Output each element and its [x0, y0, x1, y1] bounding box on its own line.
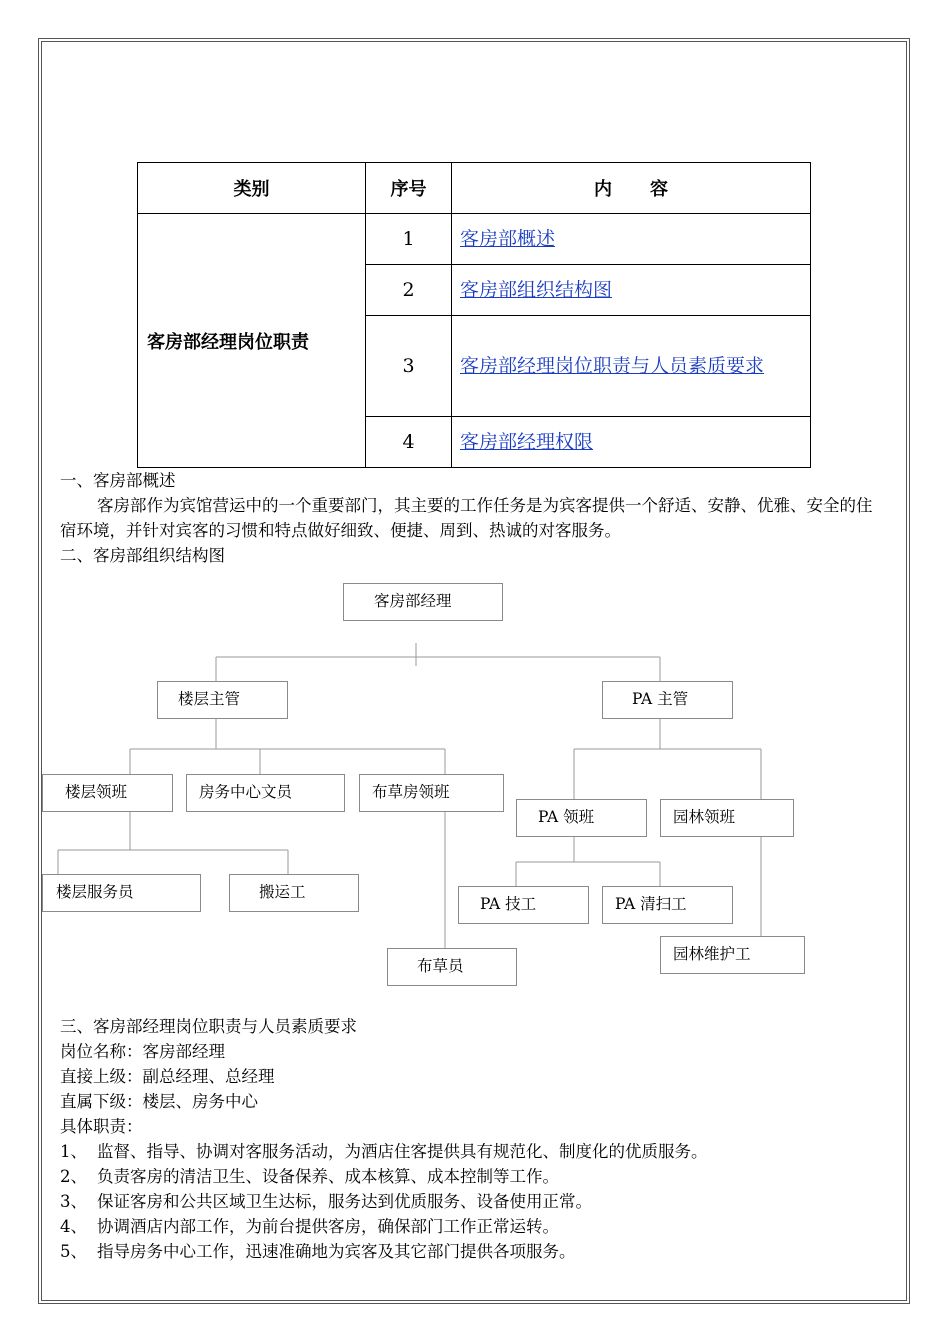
- category-cell: 客房部经理岗位职责: [138, 214, 366, 468]
- link-org-chart[interactable]: 客房部组织结构图: [460, 279, 613, 301]
- row-content-1: [452, 214, 811, 265]
- org-floor-supervisor: 楼层主管: [157, 681, 288, 719]
- org-manager: 客房部经理: [343, 583, 503, 621]
- org-pa-cleaner: PA 清扫工: [602, 886, 733, 924]
- duty-text: 监督、指导、协调对客服务活动，为酒店住客提供具有规范化、制度化的优质服务。: [97, 1142, 708, 1161]
- duties-title: 具体职责：: [60, 1117, 143, 1136]
- org-porter: 搬运工: [229, 874, 359, 912]
- link-overview[interactable]: 客房部概述: [460, 228, 556, 250]
- header-category: 类别: [138, 163, 366, 214]
- org-linen-leader: 布草房领班: [359, 774, 504, 812]
- org-garden-leader: 园林领班: [660, 799, 794, 837]
- duty-number: 4、: [60, 1217, 87, 1236]
- direct-subordinate: 直属下级：楼层、房务中心: [60, 1092, 258, 1111]
- org-floor-attendant: 楼层服务员: [42, 874, 201, 912]
- row-number-4: 4: [366, 417, 452, 468]
- position-name: 岗位名称：客房部经理: [60, 1042, 225, 1061]
- duty-item-5: [60, 1239, 576, 1264]
- duty-text: 负责客房的清洁卫生、设备保养、成本核算、成本控制等工作。: [97, 1167, 559, 1186]
- row-content-3: [452, 316, 811, 417]
- duty-text: 保证客房和公共区域卫生达标，服务达到优质服务、设备使用正常。: [97, 1192, 592, 1211]
- duty-number: 3、: [60, 1192, 87, 1211]
- section1-heading: 一、客房部概述: [60, 471, 176, 490]
- org-pa-leader: PA 领班: [516, 799, 647, 837]
- header-content-a: 内: [594, 179, 612, 200]
- org-garden-maintenance: 园林维护工: [660, 936, 805, 974]
- row-number-2: 2: [366, 265, 452, 316]
- section3-heading: 三、客房部经理岗位职责与人员素质要求: [60, 1017, 357, 1036]
- duty-number: 5、: [60, 1242, 87, 1261]
- duty-item-2: [60, 1164, 559, 1189]
- duty-text: 协调酒店内部工作，为前台提供客房，确保部门工作正常运转。: [97, 1217, 559, 1236]
- duty-number: 2、: [60, 1167, 87, 1186]
- org-floor-leader: 楼层领班: [42, 774, 173, 812]
- duty-item-1: [60, 1139, 708, 1164]
- row-number-1: 1: [366, 214, 452, 265]
- section1-body: 客房部作为宾馆营运中的一个重要部门，其主要的工作任务是为宾客提供一个舒适、安静、优雅、安全的住宿环境，并针对宾客的习惯和特点做好细致、便捷、周到、热诚的对客服务。: [60, 496, 873, 540]
- contents-table: [137, 162, 811, 468]
- org-pa-supervisor: PA 主管: [602, 681, 733, 719]
- direct-superior: 直接上级：副总经理、总经理: [60, 1067, 275, 1086]
- row-content-4: [452, 417, 811, 468]
- duty-number: 1、: [60, 1142, 87, 1161]
- header-number: 序号: [366, 163, 452, 214]
- link-responsibilities[interactable]: 客房部经理岗位职责与人员素质要求: [460, 355, 765, 377]
- duty-item-4: [60, 1214, 559, 1239]
- org-linen-attendant: 布草员: [387, 948, 517, 986]
- org-pa-technician: PA 技工: [458, 886, 589, 924]
- section2-heading: 二、客房部组织结构图: [60, 546, 225, 565]
- duty-item-3: [60, 1189, 592, 1214]
- row-number-3: 3: [366, 316, 452, 417]
- org-service-center-clerk: 房务中心文员: [186, 774, 345, 812]
- duty-text: 指导房务中心工作，迅速准确地为宾客及其它部门提供各项服务。: [97, 1242, 576, 1261]
- header-content-b: 容: [650, 179, 668, 200]
- link-authority[interactable]: 客房部经理权限: [460, 431, 594, 453]
- row-content-2: [452, 265, 811, 316]
- header-content: [452, 163, 811, 214]
